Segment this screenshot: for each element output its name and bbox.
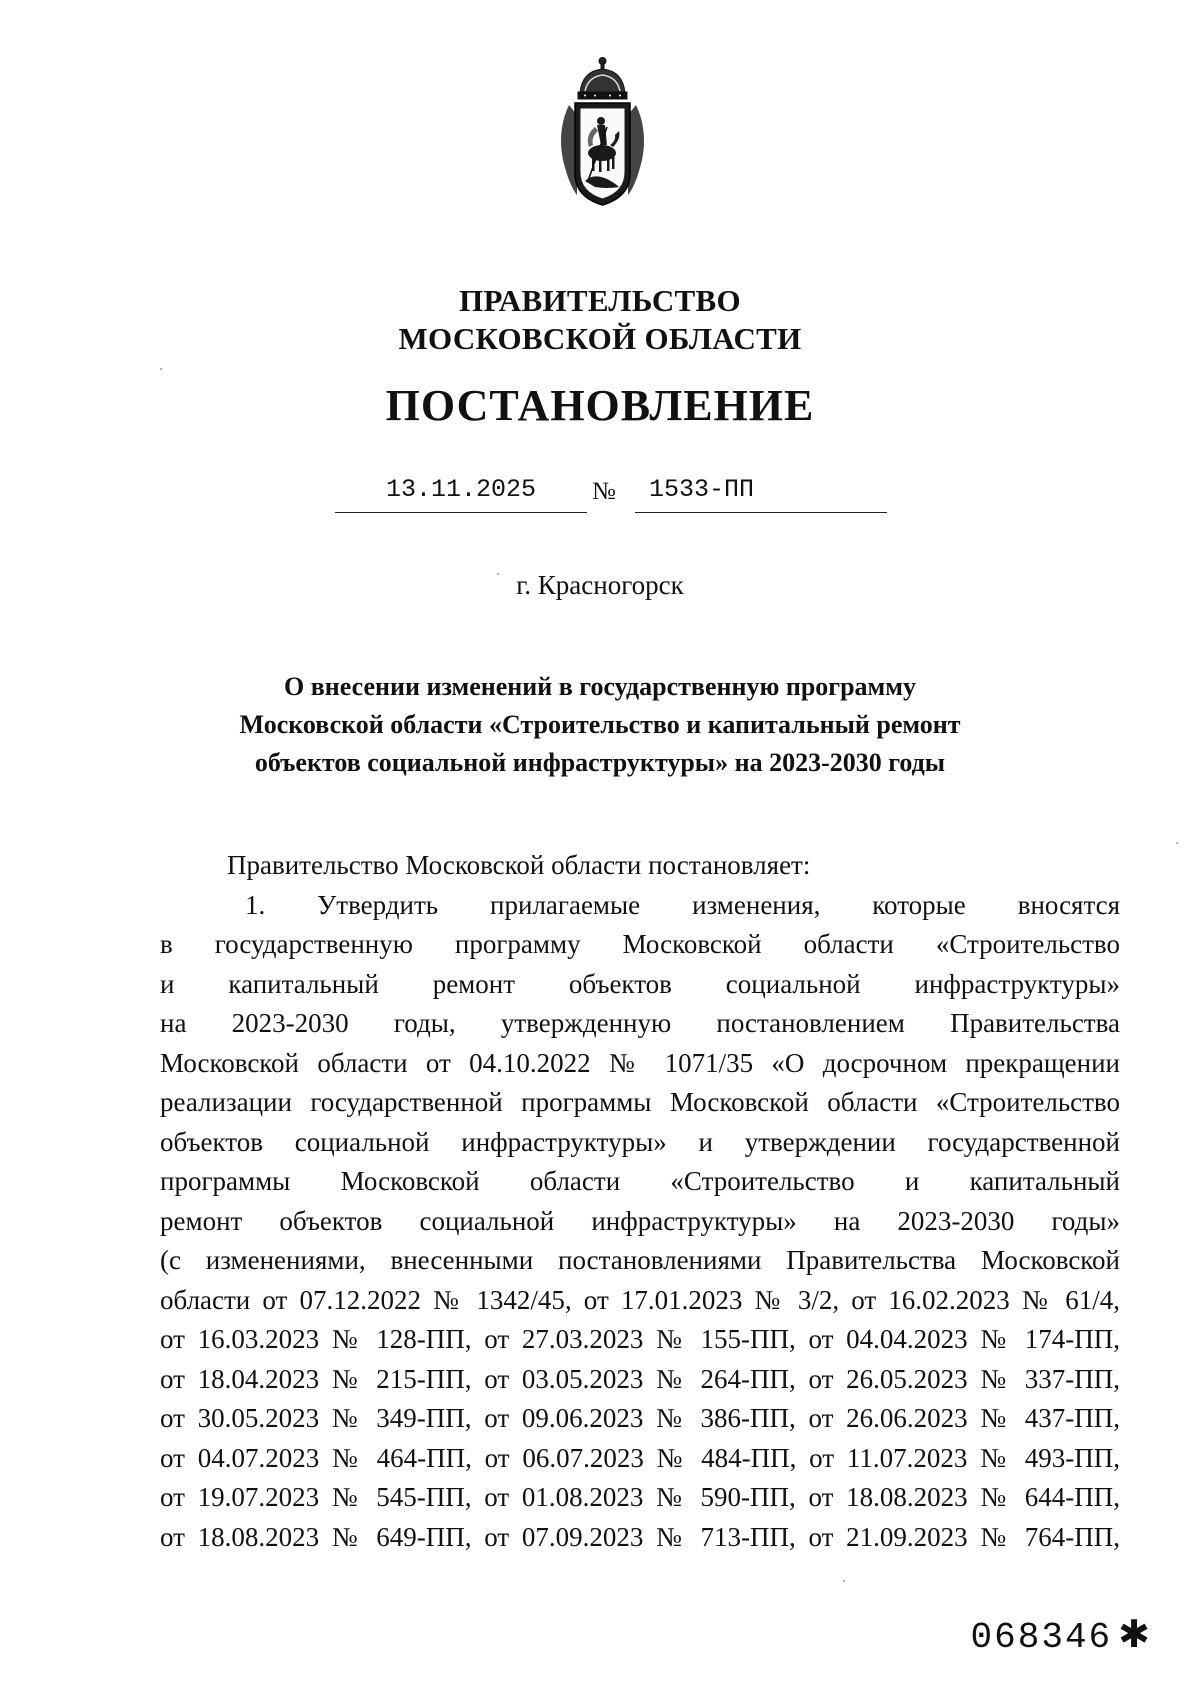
document-number: 1533-ПП	[635, 472, 887, 513]
subject-line: объектов социальной инфраструктуры» на 2023-2030 годы	[254, 748, 946, 777]
body-line: области от 07.12.2022 № 1342/45, от 17.01.2023 № 3/2, от 16.02.2023 № 61/4,	[160, 1284, 1120, 1315]
subject-line: О внесении изменений в государственную программу	[284, 672, 916, 701]
body-line: Московской области от 04.10.2022 № 1071/35 «О досрочном прекращении	[160, 1047, 1120, 1078]
body-line: реализации государственной программы Московской области «Строительство	[160, 1087, 1120, 1117]
org-name-line-1: ПРАВИТЕЛЬСТВО	[459, 283, 741, 318]
body-line: от 04.07.2023 № 464-ПП, от 06.07.2023 № 484-ПП, от 11.07.2023 № 493-ПП,	[160, 1442, 1120, 1473]
scan-speck	[160, 368, 162, 370]
city-of-issue: г. Красногорск	[516, 570, 684, 600]
body-line: от 18.08.2023 № 649-ПП, от 07.09.2023 № 713-ПП, от 21.09.2023 № 764-ПП,	[160, 1521, 1120, 1552]
body-line: объектов социальной инфраструктуры» и утверждении государственной	[160, 1126, 1120, 1157]
document-body	[160, 846, 1120, 1557]
scan-speck	[497, 573, 499, 575]
body-line: (с изменениями, внесенными постановлениями Правительства Московской	[160, 1245, 1120, 1275]
body-line: программы Московской области «Строительство и капитальный	[160, 1166, 1120, 1196]
document-subject	[200, 668, 1000, 782]
body-line: на 2023-2030 годы, утвержденную постановлением Правительства	[160, 1008, 1120, 1038]
number-sign: №	[592, 478, 616, 505]
serial-number	[971, 1612, 1152, 1658]
org-name-line-2: МОСКОВСКОЙ ОБЛАСТИ	[398, 321, 802, 356]
document-type-title: ПОСТАНОВЛЕНИЕ	[385, 381, 815, 430]
body-line: и капитальный ремонт объектов социальной инфраструктуры»	[160, 968, 1120, 999]
scan-speck	[843, 1580, 845, 1582]
document-date: 13.11.2025	[335, 472, 587, 513]
body-line: от 16.03.2023 № 128-ПП, от 27.03.2023 № 155-ПП, от 04.04.2023 № 174-ПП,	[160, 1324, 1120, 1354]
coat-of-arms-icon	[555, 55, 650, 210]
body-line: от 18.04.2023 № 215-ПП, от 03.05.2023 № 264-ПП, от 26.05.2023 № 337-ПП,	[160, 1363, 1120, 1394]
serial-number-text: 068346	[970, 1617, 1113, 1658]
body-line: ремонт объектов социальной инфраструктуры» на 2023-2030 годы»	[160, 1205, 1120, 1236]
body-line: в государственную программу Московской области «Строительство	[160, 929, 1120, 959]
body-line: 1. Утвердить прилагаемые изменения, которые вносятся	[245, 889, 1120, 920]
asterisk-icon: ✱	[1118, 1612, 1152, 1656]
body-line: Правительство Московской области постановляет:	[227, 850, 811, 880]
body-line: от 30.05.2023 № 349-ПП, от 09.06.2023 № 386-ПП, от 26.06.2023 № 437-ПП,	[160, 1403, 1120, 1433]
subject-line: Московской области «Строительство и капитальный ремонт	[239, 710, 961, 739]
body-line: от 19.07.2023 № 545-ПП, от 01.08.2023 № 590-ПП, от 18.08.2023 № 644-ПП,	[160, 1482, 1120, 1512]
scan-speck	[1176, 842, 1178, 844]
